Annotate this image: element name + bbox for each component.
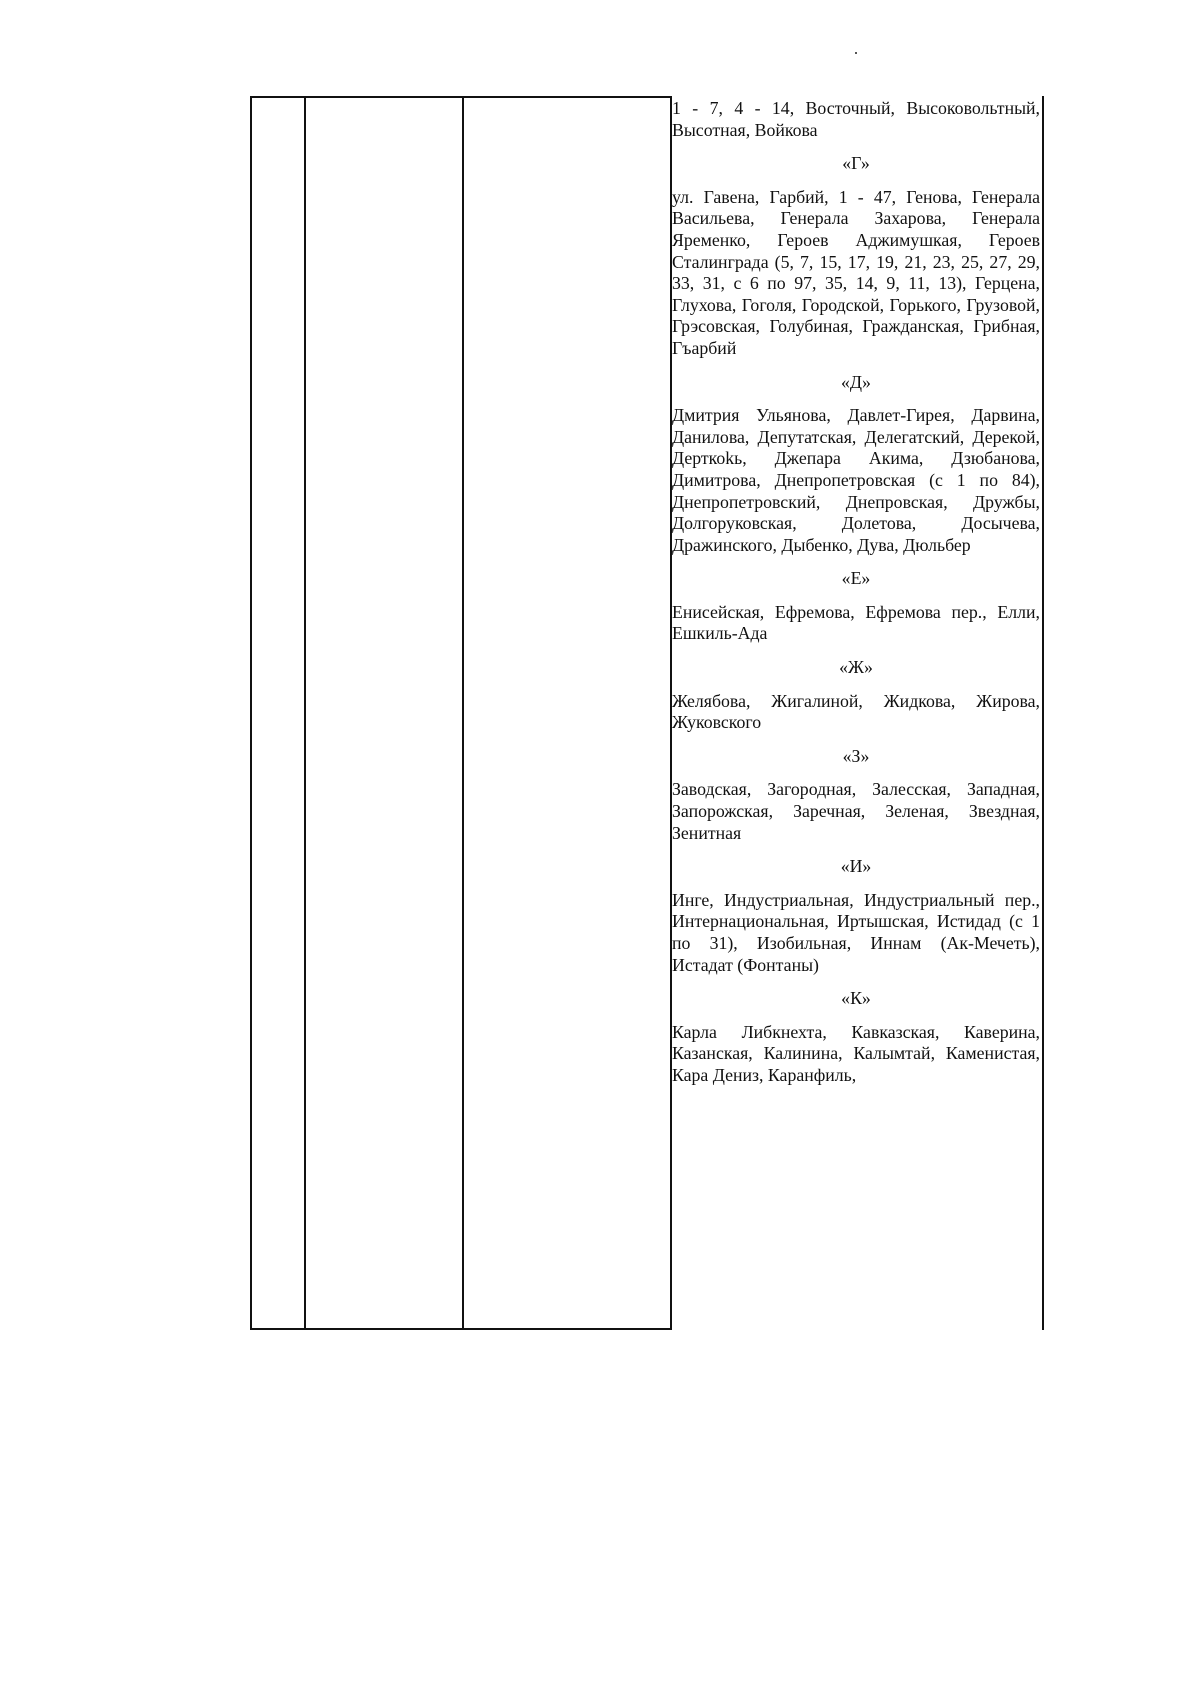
letter-heading-z: «З» <box>842 745 870 766</box>
column-divider-2 <box>462 96 464 1330</box>
street-list-g: ул. Гавена, Гарбий, 1 - 47, Генова, Генерала Васильева, Генерала Захарова, Генерала Яременко, Героев Аджимушкая, Героев Сталинграда (5, 7, 15, 17, 19, 21, 23, 25, 27, 29, 33, 31, с 6 по 97, 35, 14, 9, 11, 13), Герцена, Глухова, Гоголя, Городской, Горького, Грузовой, Грэсовская, Голубиная, Гражданская, Грибная, Гъарбий <box>672 186 1040 358</box>
letter-heading-d: «Д» <box>841 371 871 392</box>
letter-heading-zh: «Ж» <box>839 657 873 678</box>
street-list-d: Дмитрия Ульянова, Давлет-Гирея, Дарвина, Данилова, Депутатская, Делегатский, Дерекой, Дерткоkь, Джепара Акима, Дзюбанова, Димитрова, Днепропетровская (с 1 по 84), Днепропетровский, Днепровская, Дружбы, Долгоруковская, Долетова, Досычева, Дражинского, Дыбенко, Дува, Дюльбер <box>672 405 1040 555</box>
table-bottom-border <box>250 1328 672 1330</box>
street-list-z: Заводская, Загородная, Залесская, Западная, Запорожская, Заречная, Зеленая, Звездная, Зенитная <box>672 779 1040 843</box>
letter-heading-e: «Е» <box>841 568 871 589</box>
table-top-border <box>250 96 672 98</box>
letter-heading-k: «К» <box>841 988 871 1009</box>
column-divider-1 <box>304 96 306 1330</box>
street-list-i: Инге, Индустриальная, Индустриальный пер., Интернациональная, Иртышская, Истидад (с 1 по 31), Изобильная, Иннам (Ак-Мечеть), Истадат (Фонтаны) <box>672 889 1040 975</box>
street-list-cell <box>672 98 1040 1087</box>
street-list-intro: 1 - 7, 4 - 14, Восточный, Высоковольтный, Высотная, Войкова <box>672 98 1040 140</box>
street-list-k: Карла Либкнехта, Кавказская, Каверина, Казанская, Калинина, Калымтай, Каменистая, Кара Дениз, Каранфиль, <box>672 1021 1040 1085</box>
street-list-e: Енисейская, Ефремова, Ефремова пер., Елли, Ешкиль-Ада <box>672 601 1040 644</box>
letter-heading-g: «Г» <box>842 153 870 174</box>
scan-speck <box>855 52 857 54</box>
letter-heading-i: «И» <box>840 856 872 877</box>
table-right-border <box>1042 96 1044 1330</box>
table-left-border <box>250 96 252 1330</box>
street-list-zh: Желябова, Жигалиной, Жидкова, Жирова, Жуковского <box>672 690 1040 733</box>
